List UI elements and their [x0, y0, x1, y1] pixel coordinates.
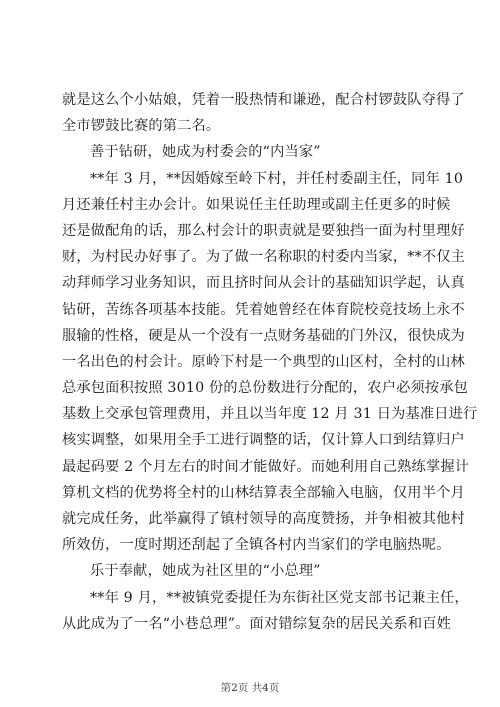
text-line: 财，为村民办好事了。为了做一名称职的村委内当家，**不仅主 — [62, 249, 466, 266]
text-line: 全市锣鼓比赛的第二名。 — [62, 118, 221, 135]
section-heading: 乐于奉献，她成为社区里的“小总理” — [90, 563, 321, 580]
text-line: 就是这么个小姑娘，凭着一股热情和谦逊，配合村锣鼓队夺得了 — [62, 92, 465, 108]
text-line: 所效仿，一度时期还刮起了全镇各村内当家们的学电脑热呢。 — [62, 537, 451, 554]
text-line: 总承包面积按照 3010 份的总份数进行分配的，农户必须按承包 — [62, 380, 469, 397]
text-line: 最起码要 2 个月左右的时间才能做好。而她利用自己熟练掌握计 — [62, 458, 470, 475]
document-body — [62, 87, 478, 637]
text-line: 还是做配角的话，那么村会计的职责就是要独挡一面为村里理好 — [62, 222, 465, 239]
text-line: 核实调整，如果用全手工进行调整的话，仅计算人口到结算归户 — [62, 432, 465, 449]
text-line: **年 3 月，**因婚嫁至岭下村，并任村委副主任，同年 10 — [90, 170, 464, 187]
text-line: **年 9 月，**被镇党委提任为东街社区党支部书记兼主任， — [90, 589, 469, 606]
text-line: 月还兼任村主办会计。如果说任主任助理或副主任更多的时候 — [62, 196, 451, 213]
text-line: 基数上交承包管理费用，并且以当年度 12 月 31 日为基准日进行 — [62, 406, 478, 423]
text-line: 一名出色的村会计。原岭下村是一个典型的山区村，全村的山林 — [62, 353, 465, 370]
text-line: 动拜师学习业务知识，而且挤时间从会计的基础知识学起，认真 — [62, 275, 465, 292]
text-line: 服输的性格，硬是从一个没有一点财务基础的门外汉，很快成为 — [62, 327, 465, 344]
page-number-footer: 第2页 共4页 — [220, 682, 280, 694]
section-heading: 善于钻研，她成为村委会的“内当家” — [90, 144, 321, 161]
text-line: 钻研，苦练各项基本技能。凭着她曾经在体育院校竞技场上永不 — [62, 301, 465, 318]
text-line: 就完成任务，此举赢得了镇村领导的高度赞扬，并争相被其他村 — [62, 511, 465, 527]
text-line: 算机文档的优势将全村的山林结算表全部输入电脑，仅用半个月 — [62, 484, 465, 501]
text-line: 从此成为了一名“小巷总理”。面对错综复杂的居民关系和百姓 — [62, 615, 451, 632]
